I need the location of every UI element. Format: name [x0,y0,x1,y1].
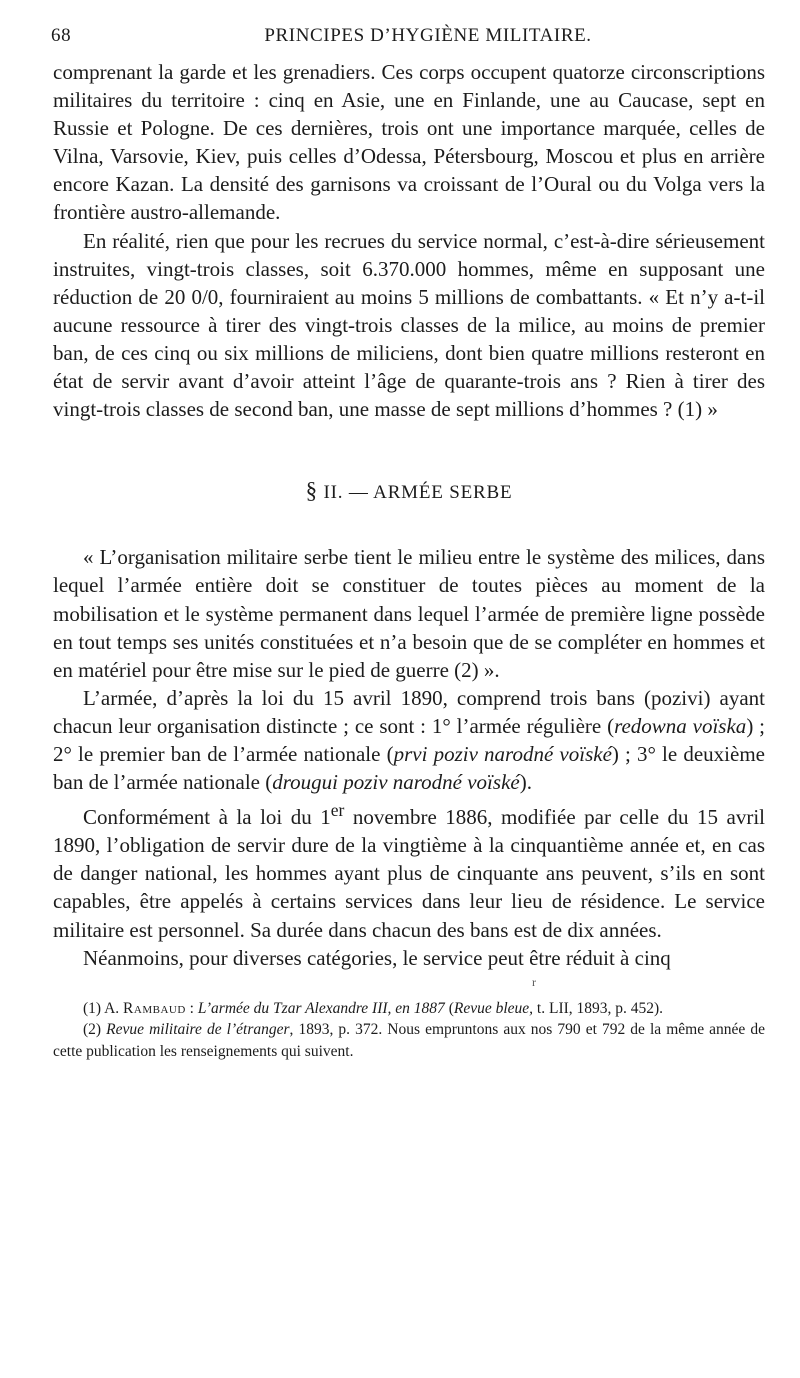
footnotes [53,998,765,1063]
paragraph-three-bans [53,684,765,796]
footnote-2 [53,1019,765,1062]
stray-mark: r [532,974,536,989]
section-heading [53,477,765,507]
text-run: L’armée, d’après la loi du 15 avril 1890, comprend trois bans (pozivi) ayant chacun leur organisation distincte ; ce sont : 1° l’armée régulière ( [53,685,765,738]
paragraph-reduced-service: Néanmoins, pour diverses catégories, le service peut être réduit à cinq [83,945,671,970]
text-run: : [185,999,198,1017]
text-run: t. LII, 1893, p. 452). [533,999,664,1017]
footnote-author: Rambaud [123,999,186,1017]
text-run: ). [519,770,532,795]
section-title: II. — ARMÉE SERBE [323,482,513,504]
text-run: , 1893, p. 372. Nous empruntons aux nos 790 et 792 de la même année de cette publication les renseignements qui suivent. [53,1021,766,1060]
section-symbol: § [305,478,318,504]
footnote-number: (2) [83,1021,107,1039]
paragraph-garrisons: comprenant la garde et les grenadiers. Ces corps occupent quatorze circonscriptions militaires du territoire : cinq en Asie, une en Finlande, une au Caucase, sept en Russie et Pologne. De ces dernières, trois ont une importance marquée, celles de Vilna, Varsovie, Kiev, puis celles d’Odessa, Pétersbourg, Moscou et plus en arrière encore Kazan. La densité des garnisons va croissant de l’Oural ou du Volga vers la frontière austro-allemande. [53,60,765,225]
footnote-title: L’armée du Tzar Alexandre III, en 1887 [197,999,445,1017]
italic-term: prvi poziv narodné voïské [393,741,612,766]
body-text [53,58,765,972]
text-run: ) ; 3° le deuxième ban de l’armée nationale ( [53,741,765,795]
paragraph-recruits: En réalité, rien que pour les recrues du service normal, c’est-à-dire sérieusement instruites, vingt-trois classes, soit 6.370.000 hommes, même en supposant une réduction de 20 0/0, fourniraient au moins 5 millions de combattants. « Et n’y a-t-il aucune ressource à tirer des vingt-trois classes de la milice, au moins de premier ban, de ces cinq ou six millions de miliciens, dont bien quatre millions resteront en état de servir avant d’avoir atteint l’âge de quarante-trois ans ? Rien à tirer des vingt-trois classes de second ban, une masse de sept millions d’hommes ? (1) » [53,228,765,422]
footnote-number: (1) A. [83,999,124,1017]
footnote-1 [53,998,765,1020]
text-run: ) ; 2° le premier ban de l’armée nationale ( [53,713,765,766]
paragraph-serbian-organisation: « L’organisation militaire serbe tient le milieu entre le système des milices, dans lequel l’armée entière doit se constituer de toutes pièces au moment de la mobilisation et le système permanent dans lequel l’armée de première ligne possède en tout temps ses unités constituées et n’a besoin que de se compléter en hommes et en matériel pour être mise sur le pied de guerre (2) ». [53,545,765,682]
italic-term: redowna voïska [614,713,747,738]
superscript: er [330,800,345,821]
running-header [53,22,765,52]
paragraph-service-obligation [53,796,765,943]
italic-term: drougui poziv narodné voïské [272,770,520,795]
running-title: PRINCIPES D’HYGIÈNE MILITAIRE. [264,25,592,46]
page-number: 68 [51,25,72,46]
footnote-journal: Revue bleue, [453,999,534,1017]
text-run: ( [444,999,454,1017]
text-run: Conformément à la loi du 1 [83,805,331,830]
text-run: novembre 1886, modifiée par celle du 15 avril 1890, l’obligation de servir dure de la vingtième à la cinquantième année et, en cas de danger national, les hommes ayant plus de cinquante ans peuvent, s’ils en sont capables, être appelés à certains services dans leur lieu de résidence. Le service militaire est personnel. Sa durée dans chacun des bans est de dix années. [53,805,765,942]
footnote-title: Revue militaire de l’étranger [106,1021,290,1039]
book-page [53,22,765,1062]
